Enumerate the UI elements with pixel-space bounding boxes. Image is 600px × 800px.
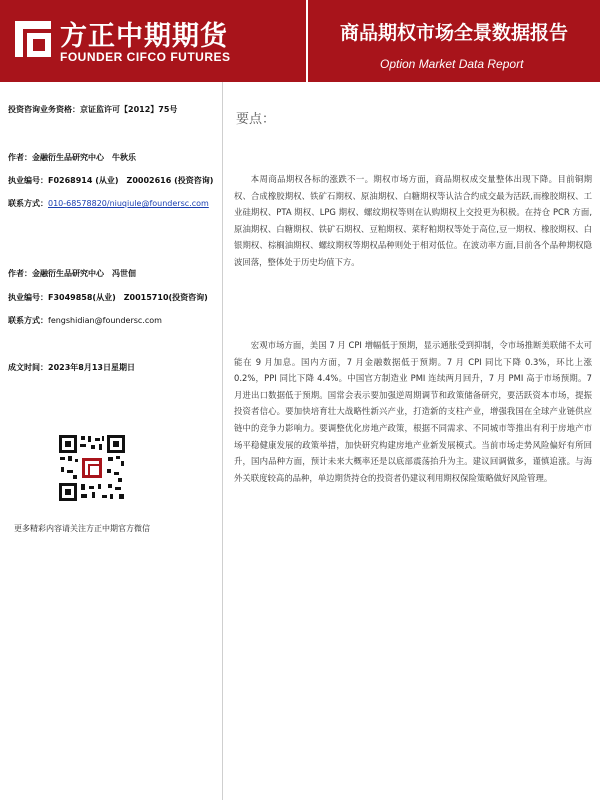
author2-contact (8, 315, 162, 326)
summary-heading: 要点： (236, 112, 276, 127)
brand-name-cn: 方正中期期货 (60, 21, 228, 52)
column-divider (222, 82, 223, 800)
wechat-qr-code-icon[interactable] (58, 434, 126, 502)
license-info: 投资咨询业务资格：京证监许可【2012】75号 (8, 105, 178, 114)
author2-contact-label: 联系方式： (8, 316, 48, 325)
author-sidebar (0, 82, 222, 800)
author2-contact-value: fengshidian@foundersc.com (48, 316, 162, 325)
author1-contact-label: 联系方式： (8, 199, 48, 208)
author2-cert: 执业编号：F3049858(从业) Z0015710(投资咨询) (8, 293, 208, 302)
author1-contact (8, 198, 209, 209)
report-header (0, 0, 600, 82)
founder-logo-icon (13, 19, 53, 59)
report-subtitle: Option Market Data Report (380, 57, 524, 71)
qr-caption: 更多精彩内容请关注方正中期官方微信 (14, 524, 150, 533)
header-divider (306, 0, 308, 82)
report-title: 商品期权市场全景数据报告 (340, 22, 569, 44)
summary-paragraph-macro: 宏观市场方面，美国 7 月 CPI 增幅低于预期，显示通胀受到抑制，令市场推断美联储不太可能在 9 月加息。国内方面，7 月金融数据低于预期。7 月 CPI 同比下降 0.3%，环比上涨 0.2%，PPI 同比下降 4.4%。中国官方制造业 PMI 连续两月回升，7 月 PMI 高于市场预期。7 月进出口数据低于预期。国常会表示要加强逆周期调节和政策储备研究，要活跃资本市场，提振投资者信心。要加快培育壮大战略性新兴产业，打造新的支柱产业，增强我国在全球产业链供应链中的竞争力影响力。要调整优化房地产政策，根据不同需求、不同城市等推出有利于房地产市场平稳健康发展的政策举措，加快研究构建房地产业新发展模式。当前市场走势风险偏好有所回升，国内品种方面，预计未来大概率还是以底部震荡抬升为主。建议回调做多，谨慎追涨。与海外关联度较高的品种，单边期货持仓的投资者仍建议利用期权保险策略做好风险管理。 (234, 340, 592, 483)
author1-name: 作者：金融衍生品研究中心 牛秋乐 (8, 153, 136, 162)
brand-name-en: FOUNDER CIFCO FUTURES (60, 50, 231, 64)
author1-cert: 执业编号：F0268914 (从业) Z0002616 (投资咨询) (8, 176, 214, 185)
publish-date: 成文时间：2023年8月13日星期日 (8, 363, 135, 372)
summary-paragraph-options: 本周商品期权各标的涨跌不一。期权市场方面，商品期权成交量整体出现下降。目前铜期权、合成橡胶期权、铁矿石期权、原油期权、白糖期权等认沽合约成交最为活跃,而橡胶期权、工业硅期权、PTA 期权、LPG 期权、螺纹期权等则在认购期权上交投更为积极。在持仓 PCR 方面,原油期权、白糖期权、铁矿石期权、豆粕期权、菜籽粕期权等处于高位,豆一期权、橡胶期权、白银期权、棕榈油期权、螺纹期权等期权品种则处于相对低位。在波动率方面,目前各个品种期权隐波回落，整体处于历史均值下方。 (234, 174, 592, 267)
author1-contact-link[interactable]: 010-68578820/niuqiule@foundersc.com (48, 199, 209, 208)
author2-name: 作者：金融衍生品研究中心 冯世佃 (8, 269, 136, 278)
